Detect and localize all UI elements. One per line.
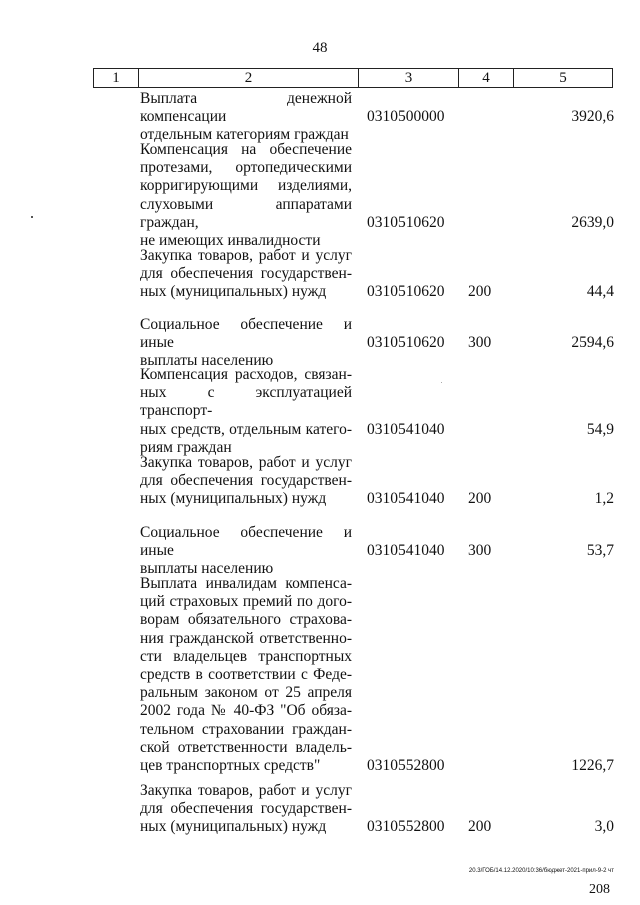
row-description	[140, 247, 352, 302]
row-amount: 44,4	[586, 283, 614, 301]
row-code: 0310541040	[367, 420, 445, 438]
description-line: слуховыми аппаратами граждан,	[140, 195, 352, 231]
description-line: Социальное обеспечение и иные	[140, 316, 352, 352]
row-expense-type: 300	[468, 542, 492, 560]
row-amount: 54,9	[586, 420, 614, 438]
row-expense-type: 200	[468, 818, 492, 836]
row-expense-type: 200	[468, 490, 492, 508]
row-description	[140, 90, 352, 145]
scan-speck	[31, 216, 33, 218]
description-line: Закупка товаров, работ и услуг	[140, 454, 352, 471]
row-description	[140, 316, 352, 371]
description-line: ворам обязательного страхова-	[140, 611, 352, 629]
description-line: корригирующими изделиями,	[140, 177, 352, 195]
row-amount: 1,2	[594, 490, 614, 508]
description-line: не имеющих инвалидности	[140, 232, 321, 250]
description-line: Выплата инвалидам компенса-	[140, 575, 352, 592]
description-line: тельном страховании граждан-	[140, 720, 352, 738]
description-line: Компенсация на обеспечение	[140, 141, 352, 158]
description-line: протезами, ортопедическими	[140, 159, 352, 177]
row-description	[140, 782, 352, 837]
row-amount: 2639,0	[571, 213, 614, 231]
description-line: выплаты населению	[140, 352, 274, 370]
row-description	[140, 575, 352, 775]
page-number-bottom: 208	[589, 882, 610, 897]
description-line: для обеспечения государствен-	[140, 472, 352, 490]
row-code: 0310541040	[367, 542, 445, 560]
description-line: ных (муниципальных) нужд	[140, 818, 327, 836]
description-line: Компенсация расходов, связан-	[140, 366, 352, 383]
description-line: риям граждан	[140, 438, 232, 456]
description-line: средств в соответствии с Феде-	[140, 666, 352, 684]
description-line: ций страховых премий по дого-	[140, 593, 352, 611]
row-amount: 53,7	[586, 542, 614, 560]
row-code: 0310510620	[367, 334, 445, 352]
description-line: ния гражданской ответственно-	[140, 629, 352, 647]
description-line: Закупка товаров, работ и услуг	[140, 247, 352, 264]
row-description	[140, 141, 352, 250]
row-amount: 3920,6	[571, 108, 614, 126]
description-line: ральным законом от 25 апреля	[140, 684, 352, 702]
row-amount: 2594,6	[571, 334, 614, 352]
row-code: 0310541040	[367, 490, 445, 508]
description-line: сти владельцев транспортных	[140, 647, 352, 665]
row-code: 0310510620	[367, 213, 445, 231]
description-line: Выплата денежной компенсации	[140, 90, 352, 126]
row-description	[140, 454, 352, 509]
description-line: ных средств, отдельным катего-	[140, 420, 352, 438]
row-amount: 1226,7	[571, 757, 614, 774]
row-code: 0310552800	[367, 818, 445, 836]
description-line: отдельным категориям граждан	[140, 126, 349, 144]
row-description	[140, 366, 352, 457]
description-line: Социальное обеспечение и иные	[140, 524, 352, 560]
header-col-1: 1	[94, 69, 139, 87]
row-code: 0310510620	[367, 283, 445, 301]
description-line: ской ответственности владель-	[140, 738, 352, 756]
row-code: 0310552800	[367, 757, 445, 774]
header-col-4: 4	[459, 69, 514, 87]
header-col-3: 3	[359, 69, 459, 87]
description-line: для обеспечения государствен-	[140, 800, 352, 818]
row-expense-type: 300	[468, 334, 492, 352]
document-stamp: 20.3/ГОБ/14.12.2020/10:36/бюджет-2021-прил-9-2 чт	[468, 868, 614, 874]
header-col-5: 5	[559, 70, 567, 86]
scan-speck	[441, 382, 442, 383]
description-line: 2002 года № 40-ФЗ "Об обяза-	[140, 702, 352, 720]
description-line: Закупка товаров, работ и услуг	[140, 782, 352, 799]
description-line: выплаты населению	[140, 560, 274, 578]
table-header	[93, 68, 613, 88]
description-line: ных (муниципальных) нужд	[140, 283, 327, 301]
header-col-2: 2	[139, 69, 359, 87]
row-code: 0310500000	[367, 108, 445, 126]
row-amount: 3,0	[594, 818, 614, 836]
description-line: цев транспортных средств"	[140, 757, 321, 775]
description-line: для обеспечения государствен-	[140, 265, 352, 283]
description-line: ных с эксплуатацией транспорт-	[140, 384, 352, 420]
row-expense-type: 200	[468, 283, 492, 301]
description-line: ных (муниципальных) нужд	[140, 490, 327, 508]
page-number-top: 48	[312, 40, 328, 56]
row-description	[140, 524, 352, 579]
